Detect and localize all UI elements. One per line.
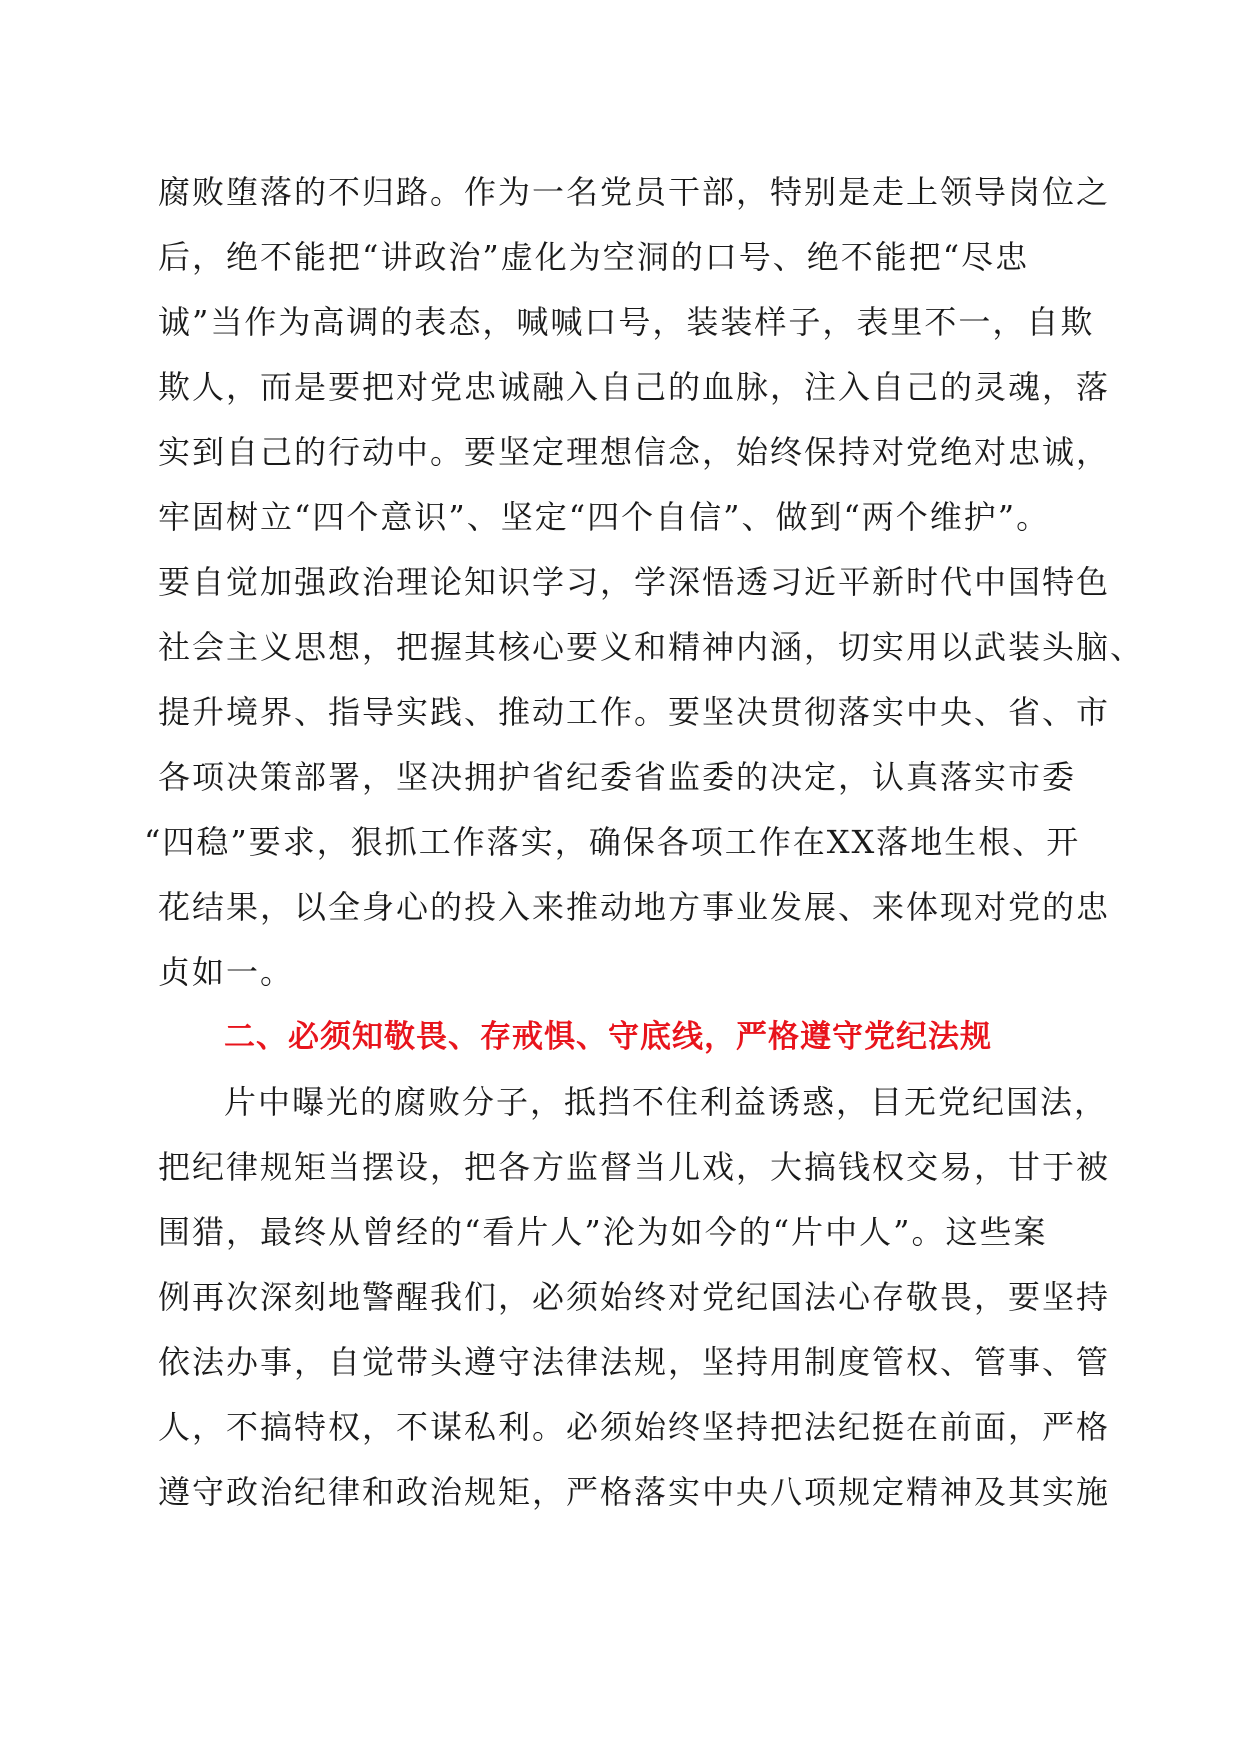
paragraph-line: “四稳”要求，狠抓工作落实，确保各项工作在XX落地生根、开 xyxy=(144,823,1081,861)
paragraph-line: 围猎，最终从曾经的“看片人”沦为如今的“片中人”。这些案 xyxy=(158,1213,1048,1251)
paragraph-line: 牢固树立“四个意识”、坚定“四个自信”、做到“两个维护”。 xyxy=(158,498,1051,536)
paragraph-line: 实到自己的行动中。要坚定理想信念，始终保持对党绝对忠诚， xyxy=(158,433,1111,471)
paragraph-line: 把纪律规矩当摆设，把各方监督当儿戏，大搞钱权交易，甘于被 xyxy=(158,1148,1111,1186)
paragraph-2 xyxy=(158,1070,1111,1525)
paragraph-line: 依法办事，自觉带头遵守法律法规，坚持用制度管权、管事、管 xyxy=(158,1343,1111,1381)
document-body xyxy=(144,160,1145,1525)
paragraph-line: 各项决策部署，坚决拥护省纪委省监委的决定，认真落实市委 xyxy=(158,758,1077,796)
paragraph-line: 例再次深刻地警醒我们，必须始终对党纪国法心存敬畏，要坚持 xyxy=(158,1278,1111,1316)
paragraph-line: 贞如一。 xyxy=(158,953,295,991)
paragraph-line: 后，绝不能把“讲政治”虚化为空洞的口号、绝不能把“尽忠 xyxy=(158,238,1030,276)
section-heading: 二、必须知敬畏、存戒惧、守底线，严格遵守党纪法规 xyxy=(224,1019,992,1055)
paragraph-line: 欺人，而是要把对党忠诚融入自己的血脉，注入自己的灵魂，落 xyxy=(158,368,1111,406)
paragraph-line: 人，不搞特权，不谋私利。必须始终坚持把法纪挺在前面，严格 xyxy=(158,1408,1111,1446)
paragraph-line: 遵守政治纪律和政治规矩，严格落实中央八项规定精神及其实施 xyxy=(158,1473,1111,1511)
paragraph-line: 腐败堕落的不归路。作为一名党员干部，特别是走上领导岗位之 xyxy=(158,173,1111,211)
paragraph-line: 社会主义思想，把握其核心要义和精神内涵，切实用以武装头脑、 xyxy=(158,628,1145,666)
paragraph-line: 诚”当作为高调的表态，喊喊口号，装装样子，表里不一，自欺 xyxy=(158,303,1095,341)
paragraph-line: 片中曝光的腐败分子，抵挡不住利益诱惑，目无党纪国法， xyxy=(224,1083,1109,1121)
paragraph-1 xyxy=(144,160,1145,1005)
paragraph-line: 花结果，以全身心的投入来推动地方事业发展、来体现对党的忠 xyxy=(158,888,1111,926)
paragraph-line: 提升境界、指导实践、推动工作。要坚决贯彻落实中央、省、市 xyxy=(158,693,1111,731)
paragraph-line: 要自觉加强政治理论知识学习，学深悟透习近平新时代中国特色 xyxy=(158,563,1111,601)
